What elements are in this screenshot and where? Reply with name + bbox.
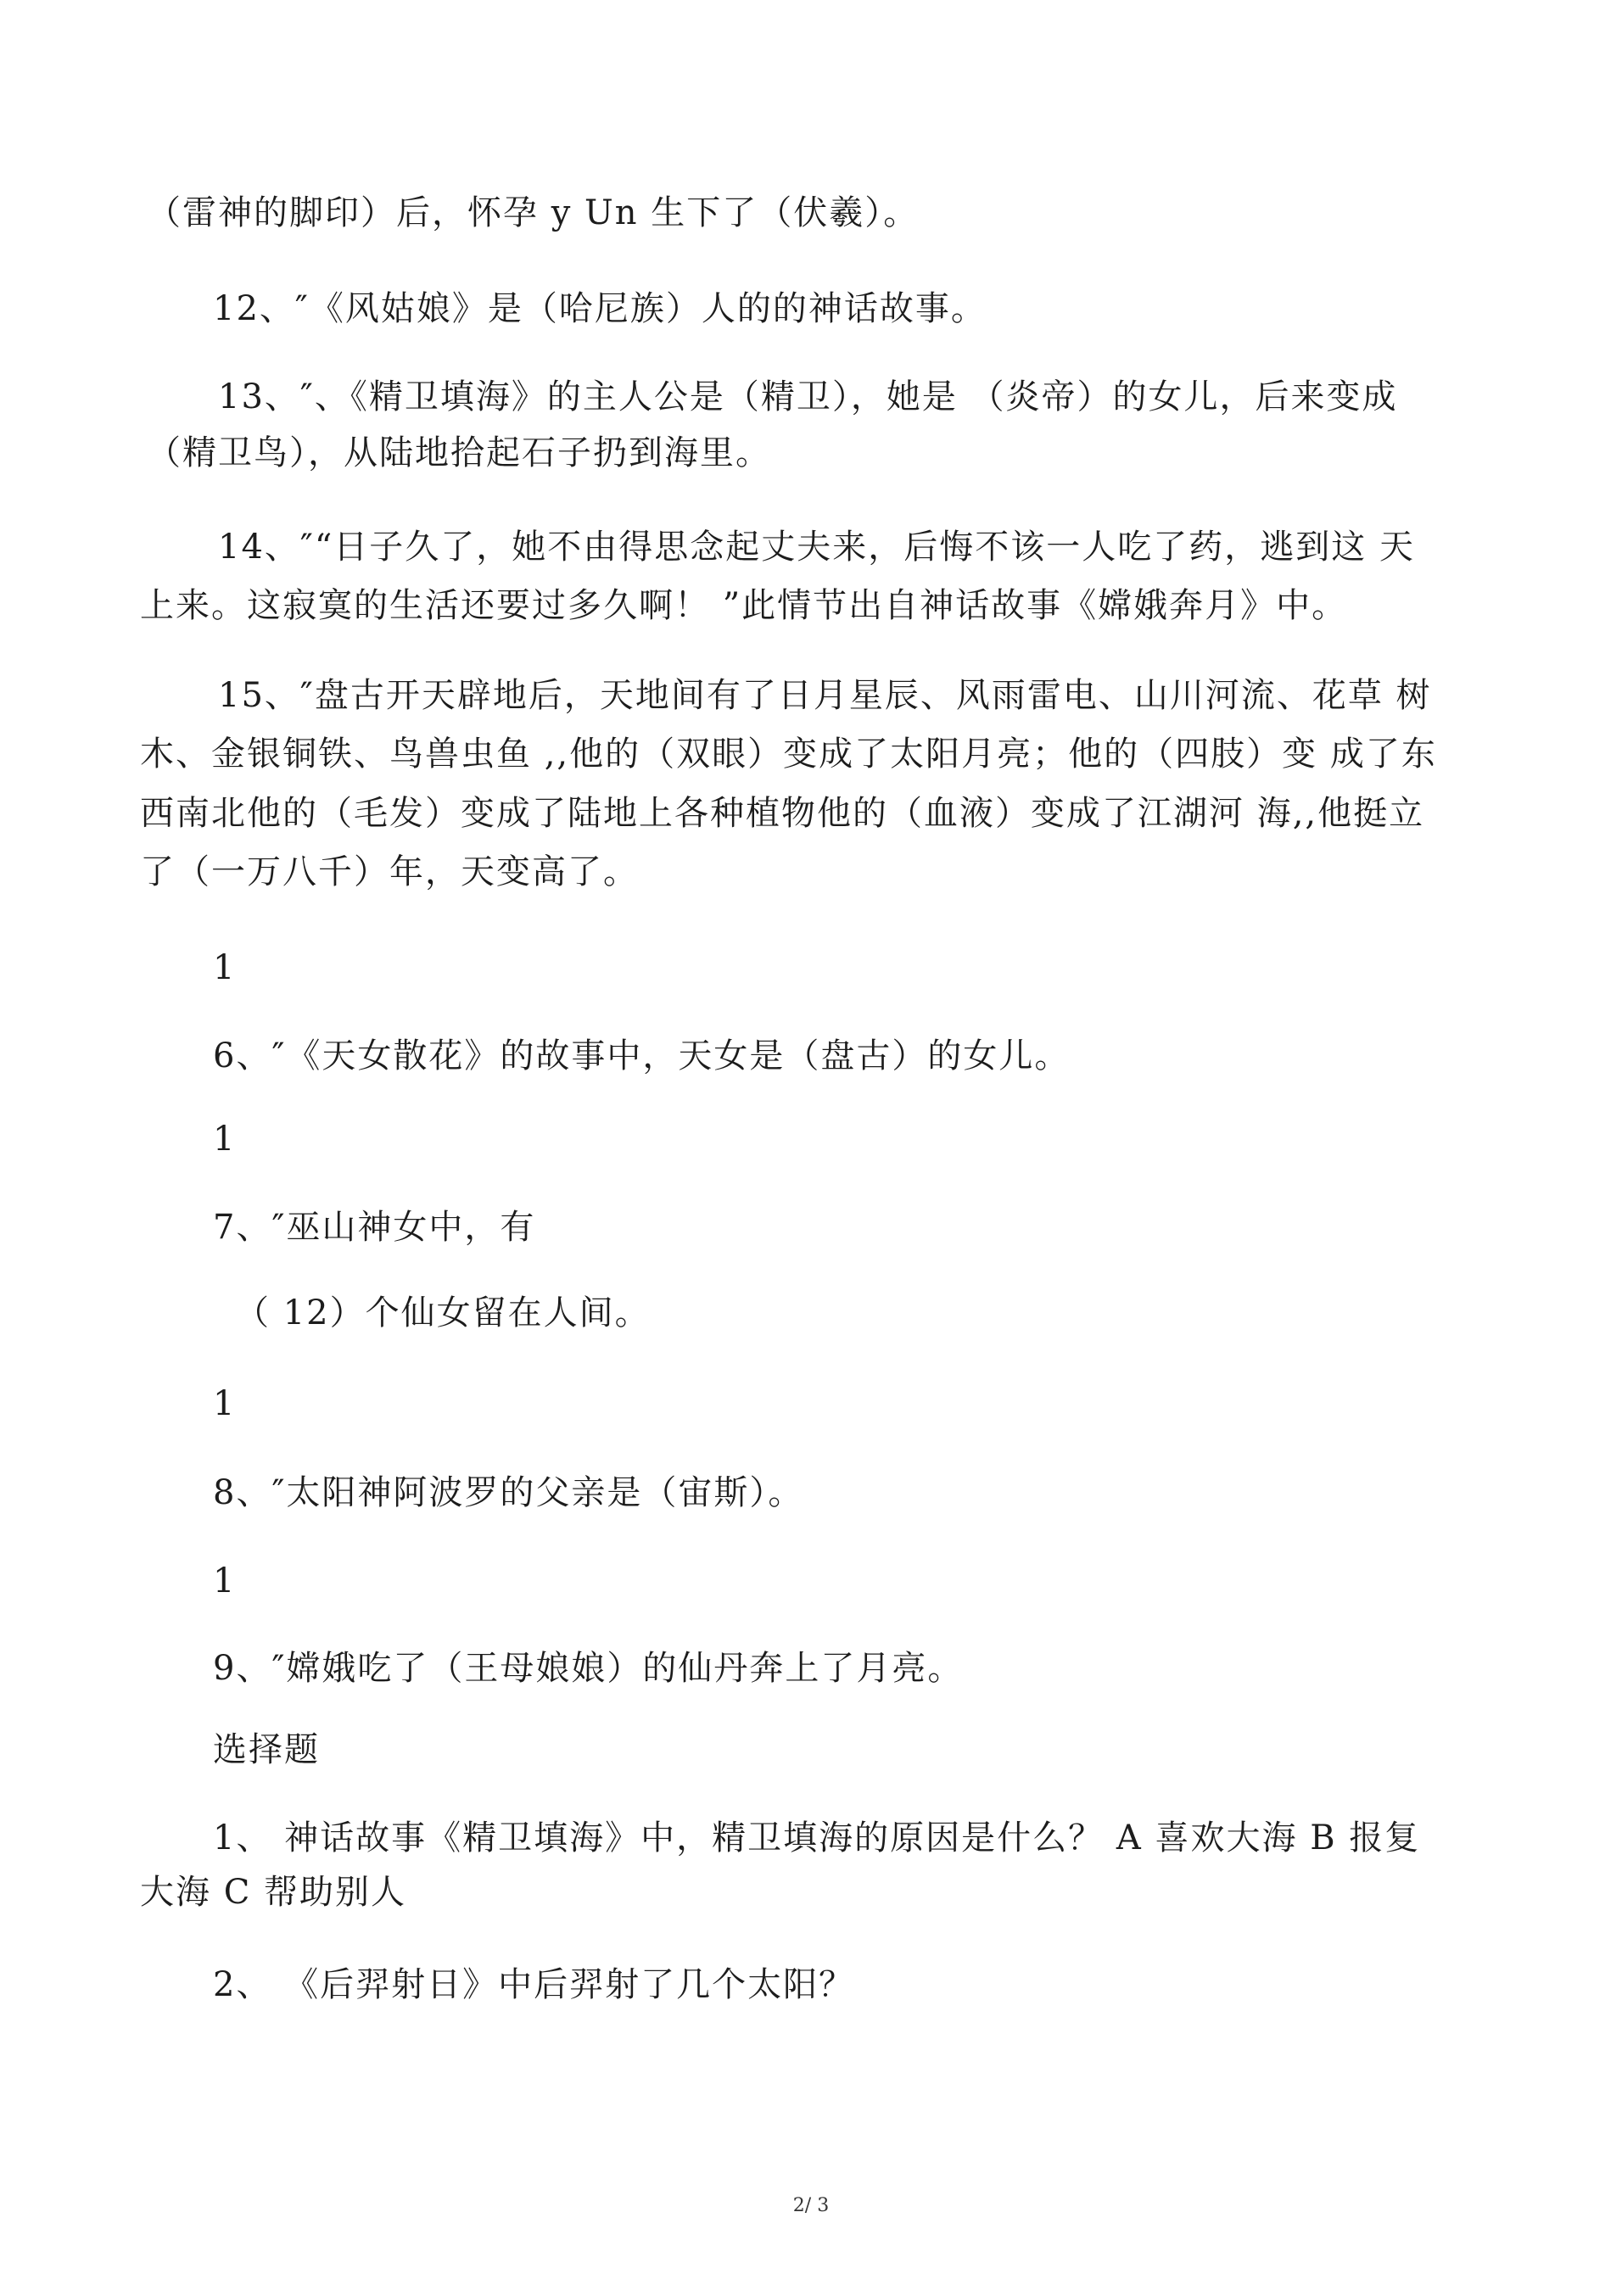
- item-number-fragment: 1: [213, 1120, 237, 1159]
- blank-item-14-line-2: 上来。这寂寞的生活还要过多久啊！ ”此情节出自神话故事《嫦娥奔月》中。: [140, 586, 1348, 625]
- blank-item-17-line-1: 7、″巫山神女中，有: [213, 1208, 536, 1247]
- item-number-fragment: 1: [213, 1561, 237, 1600]
- choice-question-2: 2、 《后羿射日》中后羿射了几个太阳？: [213, 1965, 855, 2004]
- item-number-fragment: 1: [213, 948, 237, 987]
- blank-item-19: 9、″嫦娥吃了（王母娘娘）的仙丹奔上了月亮。: [213, 1649, 964, 1688]
- blank-item-15-line-4: 了（一万八千）年，天变高了。: [140, 852, 639, 891]
- choice-question-1-line-2: 大海 C 帮助别人: [140, 1873, 407, 1912]
- blank-item-15-line-3: 西南北他的（毛发）变成了陆地上各种植物他的（血液）变成了江湖河 海,,他挺立: [140, 794, 1425, 833]
- blank-item-13-line-1: 13、″、《精卫填海》的主人公是（精卫），她是 （炎帝）的女儿，后来变成: [218, 377, 1398, 416]
- section-heading-choice: 选择题: [213, 1730, 320, 1769]
- blank-item-11-end: （雷神的脚印）后，怀孕 y Un 生下了（伏羲）。: [147, 193, 920, 232]
- blank-item-17-line-2: （ 12）个仙女留在人间。: [235, 1293, 651, 1332]
- blank-item-15-line-2: 木、金银铜铁、鸟兽虫鱼 ,,他的（双眼）变成了太阳月亮；他的（四肢）变 成了东: [140, 735, 1437, 774]
- blank-item-16: 6、″《天女散花》的故事中，天女是（盘古）的女儿。: [213, 1036, 1071, 1075]
- blank-item-18: 8、″太阳神阿波罗的父亲是（宙斯）。: [213, 1473, 804, 1512]
- item-number-fragment: 1: [213, 1384, 237, 1423]
- choice-question-1-line-1: 1、 神话故事《精卫填海》中，精卫填海的原因是什么？ A 喜欢大海 B 报复: [213, 1818, 1421, 1857]
- blank-item-12: 12、″《风姑娘》是（哈尼族）人的的神话故事。: [213, 289, 987, 328]
- page-number: 2/ 3: [792, 2195, 830, 2216]
- blank-item-13-line-2: （精卫鸟），从陆地拾起石子扔到海里。: [147, 433, 771, 472]
- blank-item-14-line-1: 14、″“日子久了，她不由得思念起丈夫来，后悔不该一人吃了药，逃到这 天: [218, 528, 1416, 567]
- blank-item-15-line-1: 15、″盘古开天辟地后，天地间有了日月星辰、风雨雷电、山川河流、花草 树: [218, 676, 1432, 715]
